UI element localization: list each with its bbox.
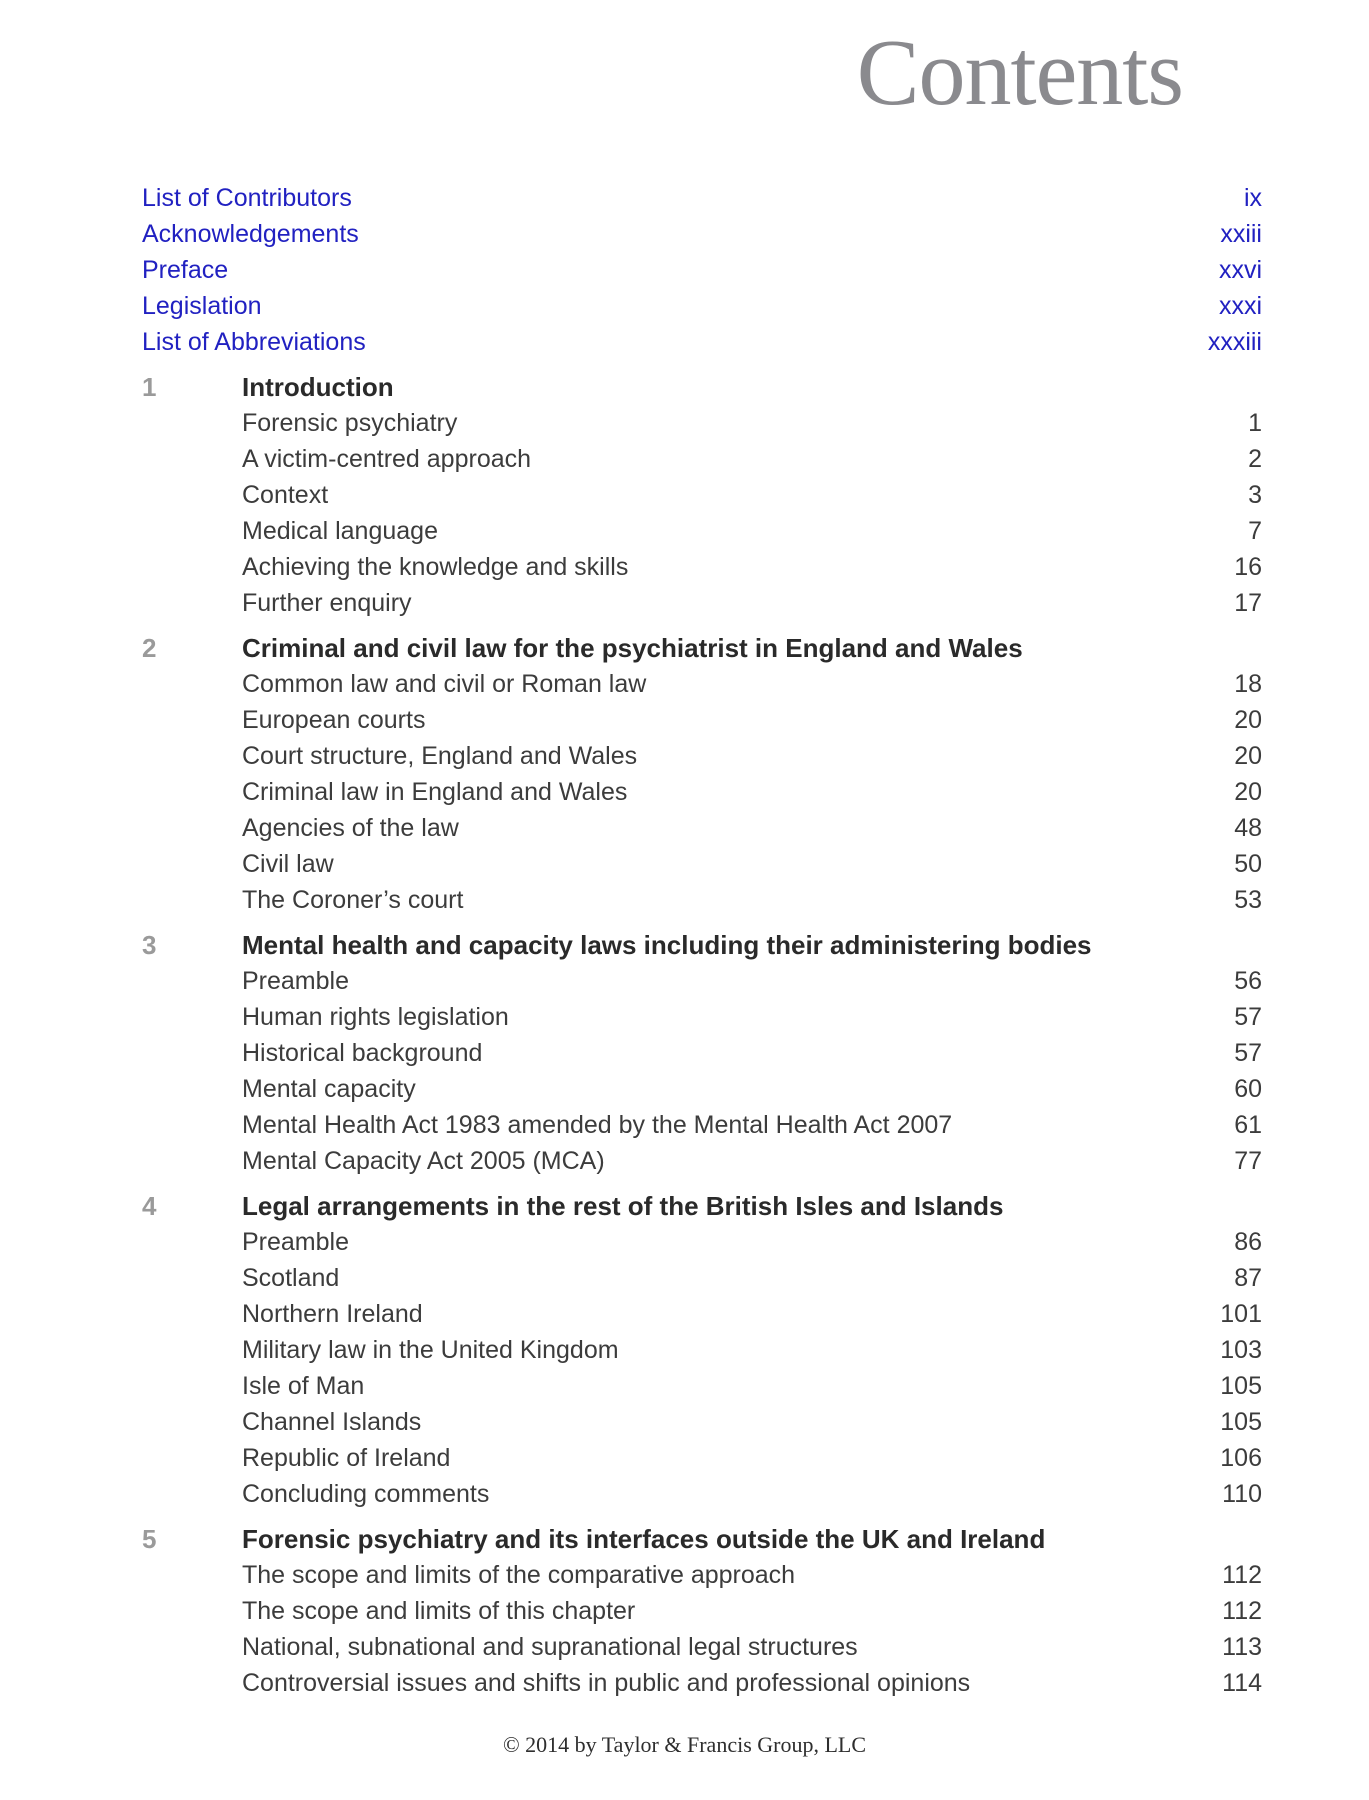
toc-entry-row (142, 1035, 1262, 1071)
front-matter-row (142, 288, 1262, 324)
toc-entry-label: National, subnational and supranational legal structures (242, 1633, 858, 1661)
toc-entry-row (142, 1071, 1262, 1107)
toc-entry-label: Mental Capacity Act 2005 (MCA) (242, 1147, 605, 1175)
page-number: 7 (1248, 517, 1262, 545)
page-number: 112 (1222, 1561, 1262, 1589)
chapter-title: Mental health and capacity laws including their administering bodies (242, 930, 1092, 960)
toc-entry-row (142, 1629, 1262, 1665)
page-number: 105 (1220, 1372, 1262, 1400)
front-matter-row (142, 216, 1262, 252)
toc-entry-row (142, 1143, 1262, 1179)
toc-entry-label: Criminal law in England and Wales (242, 778, 628, 806)
toc-entry-label: Mental capacity (242, 1075, 416, 1103)
toc-entry-row (142, 1593, 1262, 1629)
page-number: 20 (1234, 706, 1262, 734)
toc-entry-row (142, 549, 1262, 585)
toc-entry-label: Achieving the knowledge and skills (242, 553, 629, 581)
toc-list (142, 180, 1262, 1701)
toc-entry-label: A victim-centred approach (242, 445, 532, 473)
page-number: 20 (1234, 778, 1262, 806)
toc-entry-label: The scope and limits of the comparative approach (242, 1561, 796, 1589)
page-number: 106 (1220, 1444, 1262, 1472)
toc-entry-label: Context (242, 481, 329, 509)
page-number: 112 (1222, 1597, 1262, 1625)
toc-entry-label: Common law and civil or Roman law (242, 670, 647, 698)
toc-entry-row (142, 1476, 1262, 1512)
page-number: 20 (1234, 742, 1262, 770)
toc-entry-row (142, 585, 1262, 621)
toc-entry-row (142, 963, 1262, 999)
page-number: xxxiii (1207, 328, 1262, 356)
chapter-number: 5 (142, 1524, 157, 1554)
toc-entry-row (142, 513, 1262, 549)
toc-entry-row (142, 1260, 1262, 1296)
page-number: 18 (1234, 670, 1262, 698)
toc-entry-row (142, 810, 1262, 846)
page-number: 3 (1248, 481, 1262, 509)
toc-entry-row (142, 441, 1262, 477)
toc-entry-row (142, 1404, 1262, 1440)
page-number: 48 (1234, 814, 1262, 842)
page-number: 103 (1220, 1336, 1262, 1364)
toc-entry-label: Concluding comments (242, 1480, 490, 1508)
toc-entry-row (142, 738, 1262, 774)
toc-entry-row (142, 999, 1262, 1035)
toc-entry-row (142, 1296, 1262, 1332)
front-matter-link[interactable]: List of Contributors (142, 184, 352, 212)
chapter-number: 4 (142, 1191, 157, 1221)
toc-entry-row (142, 1557, 1262, 1593)
front-matter-row (142, 252, 1262, 288)
page-number: ix (1243, 184, 1262, 212)
toc-entry-label: The Coroner’s court (242, 886, 464, 914)
chapter-number: 3 (142, 930, 157, 960)
copyright-footer: © 2014 by Taylor & Francis Group, LLC (502, 1732, 867, 1757)
page-number: 87 (1234, 1264, 1262, 1292)
toc-entry-label: Channel Islands (242, 1408, 422, 1436)
toc-entry-label: Preamble (242, 967, 349, 995)
toc-entry-row (142, 1440, 1262, 1476)
front-matter-link[interactable]: Preface (142, 256, 229, 284)
chapter-number: 2 (142, 633, 157, 663)
page-number: 105 (1220, 1408, 1262, 1436)
chapter-heading-row (142, 1521, 1262, 1557)
toc-entry-label: European courts (242, 706, 426, 734)
toc-entry-label: Scotland (242, 1264, 340, 1292)
page-number: 61 (1234, 1111, 1262, 1139)
chapter-title: Legal arrangements in the rest of the British Isles and Islands (242, 1191, 1004, 1221)
toc-entry-label: Court structure, England and Wales (242, 742, 638, 770)
toc-entry-label: Controversial issues and shifts in public and professional opinions (242, 1669, 971, 1697)
page-number: 101 (1220, 1300, 1262, 1328)
toc-entry-row (142, 477, 1262, 513)
toc-entry-label: Human rights legislation (242, 1003, 509, 1031)
page-number: xxiii (1220, 220, 1262, 248)
toc-entry-label: Military law in the United Kingdom (242, 1336, 619, 1364)
toc-entry-row (142, 1332, 1262, 1368)
toc-entry-row (142, 1224, 1262, 1260)
toc-entry-label: Northern Ireland (242, 1300, 423, 1328)
chapter-title: Criminal and civil law for the psychiatrist in England and Wales (242, 633, 1023, 663)
page-number: xxvi (1218, 256, 1262, 284)
page-number: 50 (1234, 850, 1262, 878)
toc-entry-label: Further enquiry (242, 589, 412, 617)
chapter-heading-row (142, 630, 1262, 666)
toc-entry-row (142, 405, 1262, 441)
chapter-title: Introduction (242, 372, 394, 402)
toc-entry-row (142, 882, 1262, 918)
front-matter-link[interactable]: Acknowledgements (142, 220, 359, 248)
toc-entry-row (142, 774, 1262, 810)
page-number: 77 (1234, 1147, 1262, 1175)
page-number: 86 (1234, 1228, 1262, 1256)
toc-entry-row (142, 1107, 1262, 1143)
page-number: 57 (1234, 1003, 1262, 1031)
chapter-number: 1 (142, 372, 157, 402)
toc-entry-label: Isle of Man (242, 1372, 365, 1400)
front-matter-link[interactable]: List of Abbreviations (142, 328, 366, 356)
toc-entry-label: Civil law (242, 850, 334, 878)
page-number: 1 (1248, 409, 1262, 437)
front-matter-link[interactable]: Legislation (142, 292, 262, 320)
front-matter-row (142, 324, 1262, 360)
toc-entry-row (142, 846, 1262, 882)
toc-entry-label: Preamble (242, 1228, 349, 1256)
page-number: 56 (1234, 967, 1262, 995)
page-number: 110 (1222, 1480, 1262, 1508)
toc-entry-label: Historical background (242, 1039, 483, 1067)
toc-entry-row (142, 702, 1262, 738)
toc-entry-label: Mental Health Act 1983 amended by the Mental Health Act 2007 (242, 1111, 953, 1139)
chapter-heading-row (142, 1188, 1262, 1224)
toc-entry-label: Republic of Ireland (242, 1444, 451, 1472)
page-number: 113 (1222, 1633, 1262, 1661)
toc-entry-row (142, 1665, 1262, 1701)
page-number: 57 (1234, 1039, 1262, 1067)
front-matter-row (142, 180, 1262, 216)
chapter-title: Forensic psychiatry and its interfaces outside the UK and Ireland (242, 1524, 1046, 1554)
page-number: 60 (1234, 1075, 1262, 1103)
page-number: 114 (1222, 1669, 1262, 1697)
toc-entry-row (142, 666, 1262, 702)
page-title: Contents (856, 21, 1183, 125)
toc-entry-label: Agencies of the law (242, 814, 459, 842)
page-number: 53 (1234, 886, 1262, 914)
page-number: 17 (1234, 589, 1262, 617)
chapter-heading-row (142, 369, 1262, 405)
toc-entry-row (142, 1368, 1262, 1404)
chapter-heading-row (142, 927, 1262, 963)
page-number: 2 (1248, 445, 1262, 473)
toc-entry-label: Medical language (242, 517, 438, 545)
toc-entry-label: The scope and limits of this chapter (242, 1597, 636, 1625)
page-number: xxxi (1218, 292, 1262, 320)
page-number: 16 (1234, 553, 1262, 581)
toc-entry-label: Forensic psychiatry (242, 409, 458, 437)
